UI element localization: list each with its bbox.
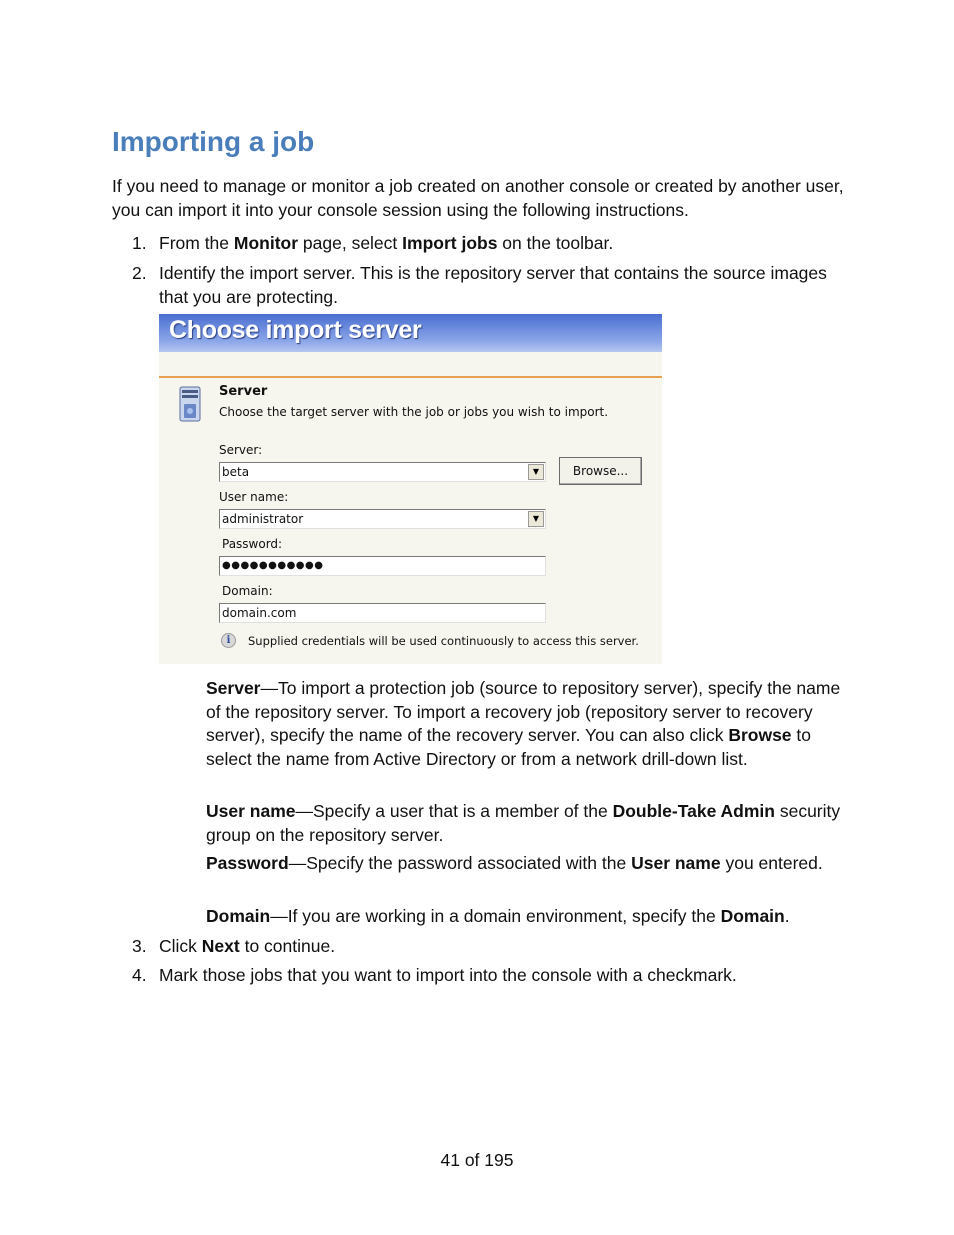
step-bold: Monitor [233,233,299,253]
term: Browse [728,725,792,745]
step-text: Identify the import server. This is the repository server that contains the source images that you are protecting. [159,263,827,307]
desc-text: security group on the repository server. [206,801,841,845]
term: Double-Take Admin [612,801,775,821]
term: Domain [206,906,271,926]
domain-description [206,905,846,929]
step-number: 3. [132,936,147,956]
password-input[interactable]: ●●●●●●●●●●● [219,556,546,576]
term: Server [206,678,261,698]
desc-text: —Specify the password associated with the [288,853,632,873]
page-number: 41 of 195 [440,1150,514,1170]
server-value: beta [222,465,250,479]
step-number: 4. [132,965,147,985]
desc-text: —If you are working in a domain environment, specify the [270,906,721,926]
username-dropdown-arrow-icon[interactable]: ▼ [528,511,544,527]
username-combobox[interactable] [219,509,546,529]
step-number: 2. [132,263,147,283]
browse-button[interactable]: Browse... [559,457,642,485]
step-bold: Next [201,936,240,956]
step-text-part: on the toolbar. [497,233,614,253]
step-number: 1. [132,233,147,253]
section-description: Choose the target server with the job or jobs you wish to import. [219,405,609,419]
desc-text: —To import a protection job (source to repository server), specify the name of the repository server. To import a recovery job (repository server to recovery server), specify the name of the recovery server. You can also click [206,678,841,745]
server-combobox[interactable] [219,462,546,482]
username-value: administrator [222,512,304,526]
page-title: Importing a job [112,126,315,157]
step-text-part: page, select [298,233,403,253]
step-bold: Import jobs [402,233,498,253]
server-label: Server: [219,443,263,457]
term: Domain [720,906,785,926]
server-dropdown-arrow-icon[interactable]: ▼ [528,464,544,480]
domain-label: Domain: [222,584,273,598]
desc-text: you entered. [720,853,823,873]
section-title: Server [219,384,268,399]
dialog-header [159,314,662,352]
domain-input[interactable]: domain.com [219,603,546,623]
info-icon: i [221,633,236,648]
desc-text: to select the name from Active Directory or from a network drill-down list. [206,725,812,769]
header-divider [159,376,662,378]
username-label: User name: [219,490,289,504]
intro-paragraph: If you need to manage or monitor a job created on another console or created by another user, you can import it into your console session using the following instructions. [112,176,844,220]
password-label: Password: [222,537,283,551]
step-text-part: to continue. [239,936,336,956]
step-text [159,231,849,255]
server-description [206,677,846,771]
desc-text: . [784,906,790,926]
step-text [159,934,849,958]
step-text: Mark those jobs that you want to import into the console with a checkmark. [159,965,737,985]
password-description [206,852,846,876]
credentials-info-text: Supplied credentials will be used continuously to access this server. [248,634,639,648]
desc-text: —Specify a user that is a member of the [295,801,613,821]
dialog-header-title: Choose import server [169,316,422,344]
term: User name [206,801,296,821]
server-icon [179,386,201,422]
term: User name [631,853,721,873]
term: Password [206,853,289,873]
step-text-part: From the [159,233,234,253]
step-text-part: Click [159,936,202,956]
choose-import-server-dialog [159,314,662,664]
username-description [206,800,846,847]
